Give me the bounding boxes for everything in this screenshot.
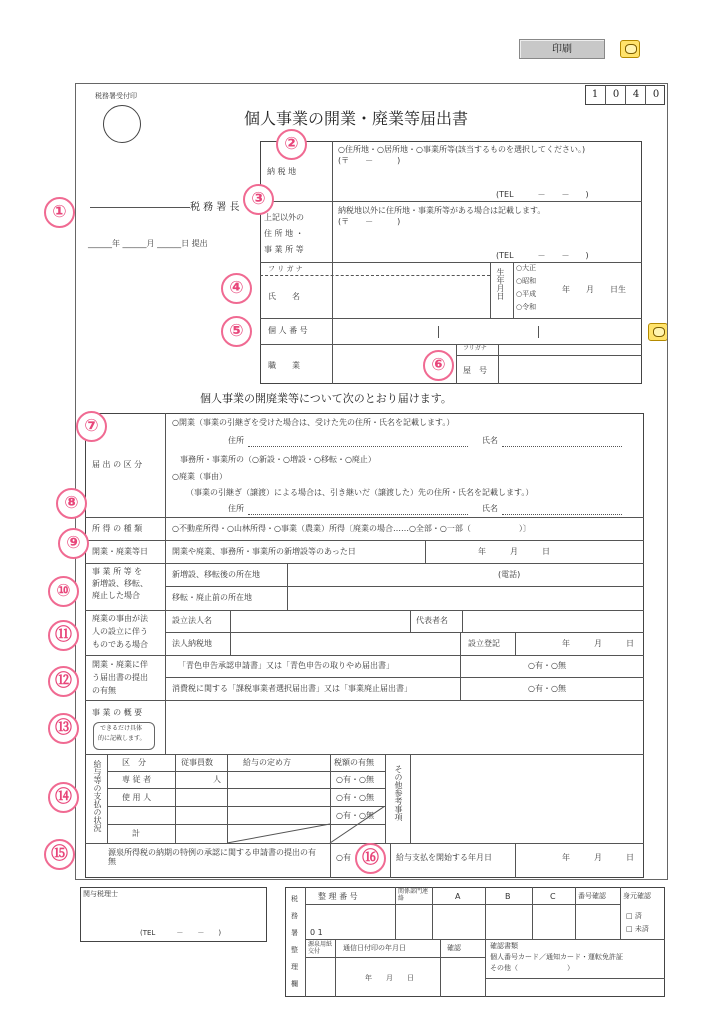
kubun-label: 届 出 の 区 分 xyxy=(92,460,143,469)
date-label: 開業・廃業等日 xyxy=(92,547,148,556)
doc-yes-no[interactable]: ○有・○無 xyxy=(528,684,566,693)
notice-heading: 個人事業の開廃業等について次のとおり届けます。 xyxy=(200,392,452,405)
marker-14: ⑭ xyxy=(48,782,79,813)
nozei-label: 納 税 地 xyxy=(267,167,297,176)
marker-3: ③ xyxy=(243,184,274,215)
salary-yes-no[interactable]: ○有・○無 xyxy=(336,793,374,802)
form-code-digit: 1 xyxy=(591,89,599,100)
bango-kakunin: 番号確認 xyxy=(578,892,606,900)
doc-yes-no[interactable]: ○有・○無 xyxy=(528,661,566,670)
print-button[interactable]: 印刷 xyxy=(519,39,605,59)
gensen-value[interactable]: ○有 xyxy=(336,853,351,862)
move-label: 事 業 所 等 を xyxy=(92,567,143,576)
marker-12: ⑫ xyxy=(48,666,79,697)
doc-label: 開業・廃業に伴 xyxy=(92,660,148,669)
doc-label: の有無 xyxy=(92,686,116,695)
rep-name-label: 代表者名 xyxy=(416,616,448,625)
salary-row-label: 計 xyxy=(132,829,140,838)
salary-row-label: 使 用 人 xyxy=(122,793,152,802)
gensen-yoshi: 源泉用紙交付 xyxy=(308,941,333,955)
marker-2: ② xyxy=(276,129,307,160)
address-label: 住所 xyxy=(228,436,244,445)
era-option[interactable]: ○昭和 xyxy=(516,277,537,285)
office-stamp-label: 税務署受付印 xyxy=(95,92,137,100)
zumi-check[interactable]: □ 済 xyxy=(626,912,642,920)
marker-5: ⑤ xyxy=(221,316,252,347)
mizumi-check[interactable]: □ 未済 xyxy=(626,925,649,933)
form-code-digit: 4 xyxy=(625,85,646,105)
marker-7: ⑦ xyxy=(76,411,107,442)
mimoto-kakunin: 身元確認 xyxy=(623,892,651,900)
move-label: 新増設、移転、 xyxy=(92,579,148,588)
page-title: 個人事業の開業・廃業等届出書 xyxy=(244,109,469,128)
office-side: 欄 xyxy=(291,980,298,988)
corp-name-label: 設立法人名 xyxy=(172,616,212,625)
yago-label: 屋 号 xyxy=(463,366,487,375)
tax-office-suffix: 税 務 署 長 xyxy=(190,202,240,213)
tax-office-line xyxy=(90,207,190,208)
era-option[interactable]: ○大正 xyxy=(516,264,537,272)
salary-yes-no[interactable]: ○有・○無 xyxy=(336,811,374,820)
doc-shohizei: 消費税に関する「課税事業者選択届出書」又は「事業廃止届出書」 xyxy=(172,684,412,693)
corp-label: 廃業の事由が法 xyxy=(92,614,148,623)
kankei-label: 関係部門連絡 xyxy=(398,888,429,902)
corp-reg-label: 設立登記 xyxy=(468,639,500,648)
other-label: その他参考事項 xyxy=(394,765,403,821)
comment-icon[interactable] xyxy=(620,40,640,58)
move-label: 廃止した場合 xyxy=(92,591,140,600)
salary-header: 税額の有無 xyxy=(334,758,374,767)
start-ymd: 年 月 日 xyxy=(562,853,634,862)
zero-one: 0 1 xyxy=(310,928,323,937)
marker-4: ④ xyxy=(221,273,252,304)
address-label-2: 住所 xyxy=(228,504,244,513)
salary-header: 従事員数 xyxy=(181,758,213,767)
birth-label: 生年月日 xyxy=(496,268,505,300)
marker-6: ⑥ xyxy=(423,350,454,381)
marker-8: ⑧ xyxy=(56,488,87,519)
form-code-digit: 0 xyxy=(645,85,666,105)
other-addr-note: 納税地以外に住所地・事業所等がある場合は記載します。 xyxy=(338,206,546,215)
job-label: 職 業 xyxy=(268,361,300,370)
shotoku-label: 所 得 の 種 類 xyxy=(92,524,143,533)
shotoku-options[interactable]: ○不動産所得・○山林所得・○事業（農業）所得〔廃業の場合……○全部・○一部（ ）〕 xyxy=(172,524,531,533)
corp-label: ものである場合 xyxy=(92,640,148,649)
shorui-1: 個人番号カード／通知カード・運転免許証 xyxy=(490,953,623,961)
corp-place-label: 法人納税地 xyxy=(172,639,212,648)
salary-side-label: 給与等の支払の状況 xyxy=(93,760,102,832)
col-b: B xyxy=(505,892,511,901)
gensen-label: 源泉所得税の納期の特例の承認に関する申請書の提出の有無 xyxy=(108,848,316,867)
form-code-digit: 0 xyxy=(605,85,626,105)
office-side: 署 xyxy=(291,929,298,937)
marker-13: ⑬ xyxy=(48,713,79,744)
office-side: 務 xyxy=(291,912,298,920)
gaiyo-label: 事 業 の 概 要 xyxy=(92,708,143,717)
gaiyo-note: できるだけ具体 xyxy=(100,725,143,732)
col-a: A xyxy=(455,892,461,901)
kaigyo-option[interactable]: ○開業（事業の引継ぎを受けた場合は、受けた先の住所・氏名を記載します。） xyxy=(172,418,455,427)
era-option[interactable]: ○令和 xyxy=(516,303,537,311)
nozei-options[interactable]: ○住所地・○居所地・○事業所等(該当するものを選択してください。) xyxy=(338,145,586,154)
mynumber-input[interactable] xyxy=(338,326,638,338)
furigana-label: フ リ ガ ナ xyxy=(268,265,303,273)
office-side: 税 xyxy=(291,895,298,903)
salary-diagonal xyxy=(227,806,385,843)
col-c: C xyxy=(550,892,556,901)
marker-16: ⑯ xyxy=(355,843,386,874)
postal-code-2: (〒 － ) xyxy=(338,217,401,226)
marker-9: ⑨ xyxy=(58,528,89,559)
marker-11: ⑪ xyxy=(48,620,79,651)
tel-field-2: (TEL － － ) xyxy=(496,251,589,260)
gaiyo-note: 的に記載します。 xyxy=(98,735,146,742)
move-after: 新増設、移転後の所在地 xyxy=(172,570,260,579)
salary-unit: 人 xyxy=(213,775,221,784)
name-label-3: 氏名 xyxy=(482,504,498,513)
other-addr-label: 事 業 所 等 xyxy=(264,245,304,254)
salary-yes-no[interactable]: ○有・○無 xyxy=(336,775,374,784)
tsushin-label: 通信日付印の年月日 xyxy=(343,944,406,952)
stamp-circle xyxy=(103,105,141,143)
date-submitted: ______年 ______月 ______日 提出 xyxy=(88,239,208,248)
haigyo-note: （事業の引継ぎ（譲渡）による場合は、引き継いだ（譲渡した）先の住所・氏名を記載します。） xyxy=(186,488,534,497)
tax-accountant-label: 関与税理士 xyxy=(83,890,118,898)
marker-1: ① xyxy=(44,197,75,228)
corp-label: 人の設立に伴う xyxy=(92,627,148,636)
salary-header: 給与の定め方 xyxy=(243,758,291,767)
mynumber-label: 個 人 番 号 xyxy=(268,326,308,335)
shorui-title: 確認書類 xyxy=(490,942,518,950)
doc-label: う届出書の提出 xyxy=(92,673,148,682)
phone-label: (電話) xyxy=(498,570,521,579)
doc-aoiro: 「青色申告承認申請書」又は「青色申告の取りやめ届出書」 xyxy=(178,661,394,670)
corp-ymd: 年 月 日 xyxy=(562,639,634,648)
date-text: 開業や廃業、事務所・事業所の新増設等のあった日 xyxy=(172,547,356,556)
marker-10: ⑩ xyxy=(48,576,79,607)
haigyo-option[interactable]: ○廃業（事由） xyxy=(172,472,227,481)
name-label: 氏 名 xyxy=(268,292,300,301)
postal-code: (〒 － ) xyxy=(338,156,401,165)
name-label-2: 氏名 xyxy=(482,436,498,445)
salary-row-label: 専 従 者 xyxy=(122,775,152,784)
office-ymd: 年 月 日 xyxy=(365,974,414,982)
office-side: 整 xyxy=(291,946,298,954)
office-side: 理 xyxy=(291,963,298,971)
birth-ymd: 年 月 日生 xyxy=(562,285,626,294)
seiri-label: 整 理 番 号 xyxy=(318,892,358,901)
marker-15: ⑮ xyxy=(44,839,75,870)
other-addr-label: 上記以外の xyxy=(264,213,304,222)
yago-furigana: フリガナ xyxy=(463,345,487,352)
salary-header: 区 分 xyxy=(122,758,146,767)
move-before: 移転・廃止前の所在地 xyxy=(172,593,252,602)
gaiyo-note-box xyxy=(93,722,155,750)
date-ymd: 年 月 日 xyxy=(478,547,550,556)
era-option[interactable]: ○平成 xyxy=(516,290,537,298)
tax-accountant-tel: (TEL － － ) xyxy=(140,929,222,937)
shorui-2: その他（ ） xyxy=(490,964,574,972)
start-label: 給与支払を開始する年月日 xyxy=(396,853,492,862)
jigyosho-option[interactable]: 事務所・事業所の（○新設・○増設・○移転・○廃止） xyxy=(180,455,376,464)
kakunin-label: 確認 xyxy=(447,944,461,952)
other-addr-label: 住 所 地 ・ xyxy=(264,229,304,238)
tel-field: (TEL － － ) xyxy=(496,190,589,199)
